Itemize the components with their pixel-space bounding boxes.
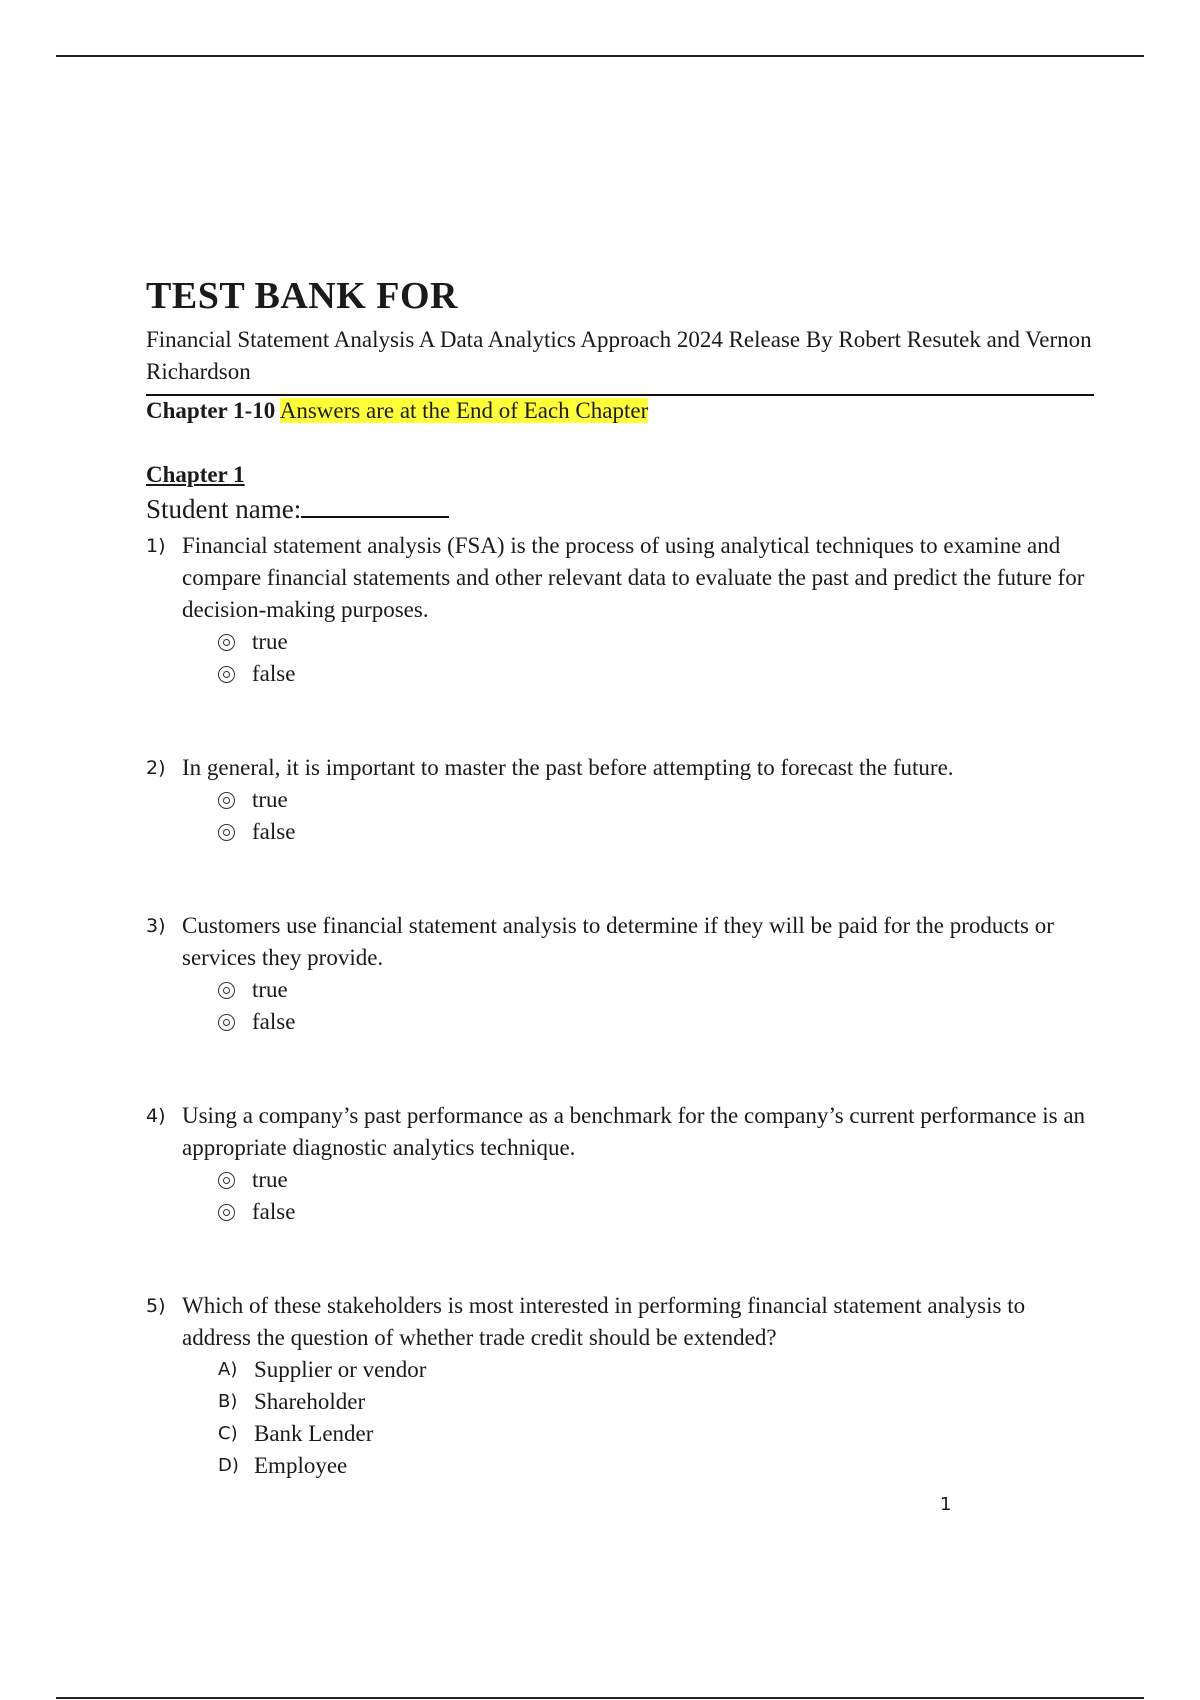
option-false[interactable] [218, 1196, 1094, 1228]
option-false[interactable] [218, 658, 1094, 690]
choice-text: Shareholder [254, 1389, 366, 1414]
answer-choices [182, 1354, 1094, 1482]
radio-icon[interactable] [218, 1014, 235, 1031]
chapter-range: Chapter 1-10 [146, 398, 276, 423]
page-number: 1 [940, 1494, 952, 1515]
document-body [146, 272, 1094, 1482]
answer-options [182, 974, 1094, 1038]
option-label: false [252, 1009, 296, 1034]
radio-icon[interactable] [218, 666, 235, 683]
option-label: true [252, 977, 288, 1002]
option-false[interactable] [218, 1006, 1094, 1038]
question-text: Financial statement analysis (FSA) is the process of using analytical techniques to examine and compare financial statements and other relevant data to evaluate the past and predict the future for decision-making purposes. [182, 533, 1085, 622]
question-4 [146, 1100, 1094, 1228]
question-1 [146, 530, 1094, 690]
document-title: TEST BANK FOR [146, 275, 458, 317]
choice-letter: A) [218, 1359, 238, 1380]
choice-text: Employee [254, 1453, 348, 1478]
answer-options [182, 784, 1094, 848]
answer-options [182, 1164, 1094, 1228]
option-label: true [252, 1167, 288, 1192]
document-subtitle: Financial Statement Analysis A Data Analytics Approach 2024 Release By Robert Resutek and Vernon Richardson [146, 327, 1092, 384]
choice-text: Supplier or vendor [254, 1357, 427, 1382]
choice-a[interactable] [218, 1354, 1094, 1386]
question-list [146, 530, 1094, 1482]
radio-icon[interactable] [218, 982, 235, 999]
chapter-range-line [146, 394, 1094, 426]
option-label: false [252, 1199, 296, 1224]
option-true[interactable] [218, 784, 1094, 816]
choice-letter: C) [218, 1423, 238, 1444]
question-2 [146, 752, 1094, 848]
question-number: 5) [146, 1295, 166, 1317]
radio-icon[interactable] [218, 634, 235, 651]
option-label: true [252, 629, 288, 654]
option-true[interactable] [218, 974, 1094, 1006]
choice-b[interactable] [218, 1386, 1094, 1418]
option-true[interactable] [218, 626, 1094, 658]
question-number: 4) [146, 1105, 166, 1127]
choice-c[interactable] [218, 1418, 1094, 1450]
choice-d[interactable] [218, 1450, 1094, 1482]
choice-letter: B) [218, 1391, 238, 1412]
option-label: false [252, 819, 296, 844]
question-text: Using a company’s past performance as a benchmark for the company’s current performance is an appropriate diagnostic analytics technique. [182, 1103, 1086, 1160]
option-true[interactable] [218, 1164, 1094, 1196]
choice-letter: D) [218, 1455, 239, 1476]
question-text: Customers use financial statement analysis to determine if they will be paid for the products or services they provide. [182, 913, 1054, 970]
question-3 [146, 910, 1094, 1038]
question-5 [146, 1290, 1094, 1482]
student-name-label: Student name: [146, 494, 302, 524]
question-number: 1) [146, 535, 166, 557]
option-label: true [252, 787, 288, 812]
student-name-blank[interactable] [301, 492, 449, 518]
page-bottom-rule [56, 1697, 1144, 1699]
student-name-line [146, 492, 1094, 526]
choice-text: Bank Lender [254, 1421, 374, 1446]
radio-icon[interactable] [218, 824, 235, 841]
question-number: 2) [146, 757, 166, 779]
radio-icon[interactable] [218, 1204, 235, 1221]
answers-note: Answers are at the End of Each Chapter [279, 398, 649, 423]
answer-options [182, 626, 1094, 690]
question-number: 3) [146, 915, 166, 937]
option-label: false [252, 661, 296, 686]
radio-icon[interactable] [218, 792, 235, 809]
page-top-rule [56, 55, 1144, 57]
radio-icon[interactable] [218, 1172, 235, 1189]
chapter-heading: Chapter 1 [146, 462, 245, 487]
option-false[interactable] [218, 816, 1094, 848]
question-text: In general, it is important to master the past before attempting to forecast the future. [182, 755, 954, 780]
question-text: Which of these stakeholders is most interested in performing financial statement analysis to address the question of whether trade credit should be extended? [182, 1293, 1026, 1350]
